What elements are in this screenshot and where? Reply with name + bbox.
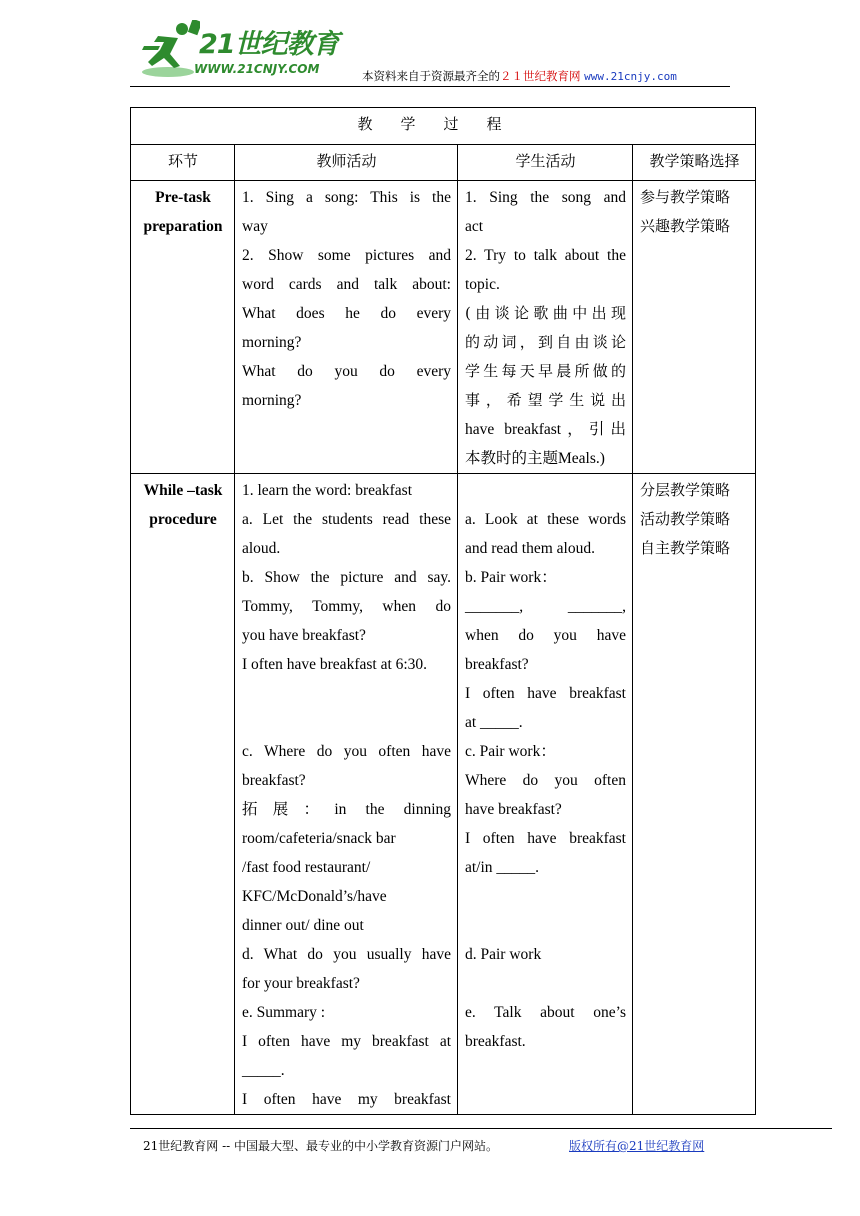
teacher-line: KFC/McDonald’s/have: [242, 888, 387, 905]
header-teacher-activity: 教师活动: [235, 145, 458, 181]
student-line: 本教时的主题Meals.): [465, 450, 605, 467]
student-activity-cell: [458, 474, 633, 1115]
student-line: c. Pair work：: [465, 743, 556, 760]
teacher-line: e. Summary :: [242, 1004, 326, 1021]
teacher-line: 1. Sing a song: This is the: [242, 189, 451, 206]
header-note-site[interactable]: ２１世纪教育网: [500, 69, 581, 83]
table-title: 教学过程: [131, 108, 756, 145]
stage-line: preparation: [143, 218, 223, 235]
teacher-line: [242, 708, 451, 737]
teacher-line: b. Show the picture and say.: [242, 569, 451, 586]
header-note: [362, 68, 677, 84]
student-line: at/in _____.: [465, 859, 540, 876]
header-note-url[interactable]: www.21cnjy.com: [584, 70, 677, 83]
stage-cell: [131, 181, 235, 474]
student-line: e. Talk about one’s: [465, 1004, 626, 1021]
teacher-line: Tommy, Tommy, when do: [242, 598, 451, 615]
teacher-line: I often have my breakfast: [242, 1091, 451, 1108]
student-line: breakfast?: [465, 656, 529, 673]
header-divider: [130, 86, 730, 87]
student-line: a. Look at these words: [465, 511, 626, 528]
strategy-cell: [633, 474, 756, 1115]
logo-url: WWW.21CNJY.COM: [194, 62, 320, 76]
footer-divider: [130, 1128, 832, 1129]
teacher-line: 2. Show some pictures and: [242, 247, 451, 264]
teacher-line: breakfast?: [242, 772, 306, 789]
student-line: d. Pair work: [465, 946, 542, 963]
student-line: have breakfast，引出: [465, 421, 626, 438]
strategy-line: 活动教学策略: [640, 510, 731, 528]
teacher-line: dinner out/ dine out: [242, 917, 364, 934]
footer-text: 21世纪教育网 -- 中国最大型、最专业的中小学教育资源门户网站。: [143, 1139, 499, 1153]
student-line: at _____.: [465, 714, 523, 731]
header-note-prefix: 本资料来自于资源最齐全的: [362, 69, 500, 83]
student-line: 2. Try to talk about the: [465, 247, 626, 264]
teacher-line: [242, 679, 451, 708]
teacher-activity-cell: [235, 474, 458, 1115]
teacher-line: What does he do every: [242, 305, 451, 322]
student-line: 事，希望学生说出: [465, 391, 626, 409]
strategy-cell: [633, 181, 756, 474]
table-header-row: [131, 145, 756, 181]
teacher-line: What do you do every: [242, 363, 451, 380]
running-figure-icon: [138, 20, 200, 82]
teacher-line: morning?: [242, 334, 302, 351]
student-line: [465, 969, 626, 998]
copyright-link[interactable]: 版权所有@21世纪教育网: [569, 1139, 705, 1153]
student-line: act: [465, 218, 484, 235]
strategy-line: 分层教学策略: [640, 481, 731, 499]
teacher-activity-cell: [235, 181, 458, 474]
teacher-line: I often have breakfast at 6:30.: [242, 656, 428, 673]
strategy-line: 自主教学策略: [640, 539, 731, 557]
teacher-line: c. Where do you often have: [242, 743, 451, 760]
table-row: [131, 181, 756, 474]
student-line: [465, 882, 626, 911]
student-line: topic.: [465, 276, 500, 293]
stage-line: While –task: [143, 482, 223, 499]
student-line: when do you have: [465, 627, 626, 644]
student-line: 学生每天早晨所做的: [465, 362, 626, 380]
page-header: [0, 0, 860, 90]
teacher-line: word cards and talk about:: [242, 276, 451, 293]
teacher-line: aloud.: [242, 540, 281, 557]
teacher-line: /fast food restaurant/: [242, 859, 371, 876]
teacher-line: 拓展：in the dinning: [242, 801, 451, 818]
table-row: [131, 474, 756, 1115]
student-line: 的动词，到自由谈论: [465, 333, 626, 351]
teacher-line: I often have my breakfast at: [242, 1033, 451, 1050]
logo-text: 21世纪教育: [199, 29, 339, 60]
student-line: b. Pair work：: [465, 569, 557, 586]
student-line: 1. Sing the song and: [465, 189, 626, 206]
teacher-line: _____.: [242, 1062, 285, 1079]
header-student-activity: 学生活动: [458, 145, 633, 181]
strategy-line: 参与教学策略: [640, 188, 731, 206]
teacher-line: morning?: [242, 392, 302, 409]
strategy-line: 兴趣教学策略: [640, 217, 731, 235]
student-line: [465, 911, 626, 940]
teacher-line: 1. learn the word: breakfast: [242, 482, 413, 499]
student-line: _______, _______,: [465, 598, 626, 615]
student-line: [465, 476, 626, 505]
student-line: and read them aloud.: [465, 540, 595, 557]
student-activity-cell: [458, 181, 633, 474]
stage-cell: [131, 474, 235, 1115]
header-stage: 环节: [131, 145, 235, 181]
teacher-line: way: [242, 218, 268, 235]
teacher-line: for your breakfast?: [242, 975, 360, 992]
student-line: I often have breakfast: [465, 685, 626, 702]
stage-line: procedure: [149, 511, 217, 528]
header-strategy: 教学策略选择: [633, 145, 756, 181]
teacher-line: a. Let the students read these: [242, 511, 451, 528]
teacher-line: you have breakfast?: [242, 627, 366, 644]
student-line: Where do you often: [465, 772, 626, 789]
stage-line: Pre-task: [155, 189, 211, 206]
student-line: have breakfast?: [465, 801, 562, 818]
teacher-line: room/cafeteria/snack bar: [242, 830, 396, 847]
student-line: I often have breakfast: [465, 830, 626, 847]
page-footer: [143, 1137, 705, 1154]
teaching-process-table: [130, 107, 756, 1115]
site-logo[interactable]: [138, 20, 338, 82]
student-line: (由谈论歌曲中出现: [465, 304, 626, 322]
student-line: breakfast.: [465, 1033, 526, 1050]
teacher-line: d. What do you usually have: [242, 946, 451, 963]
